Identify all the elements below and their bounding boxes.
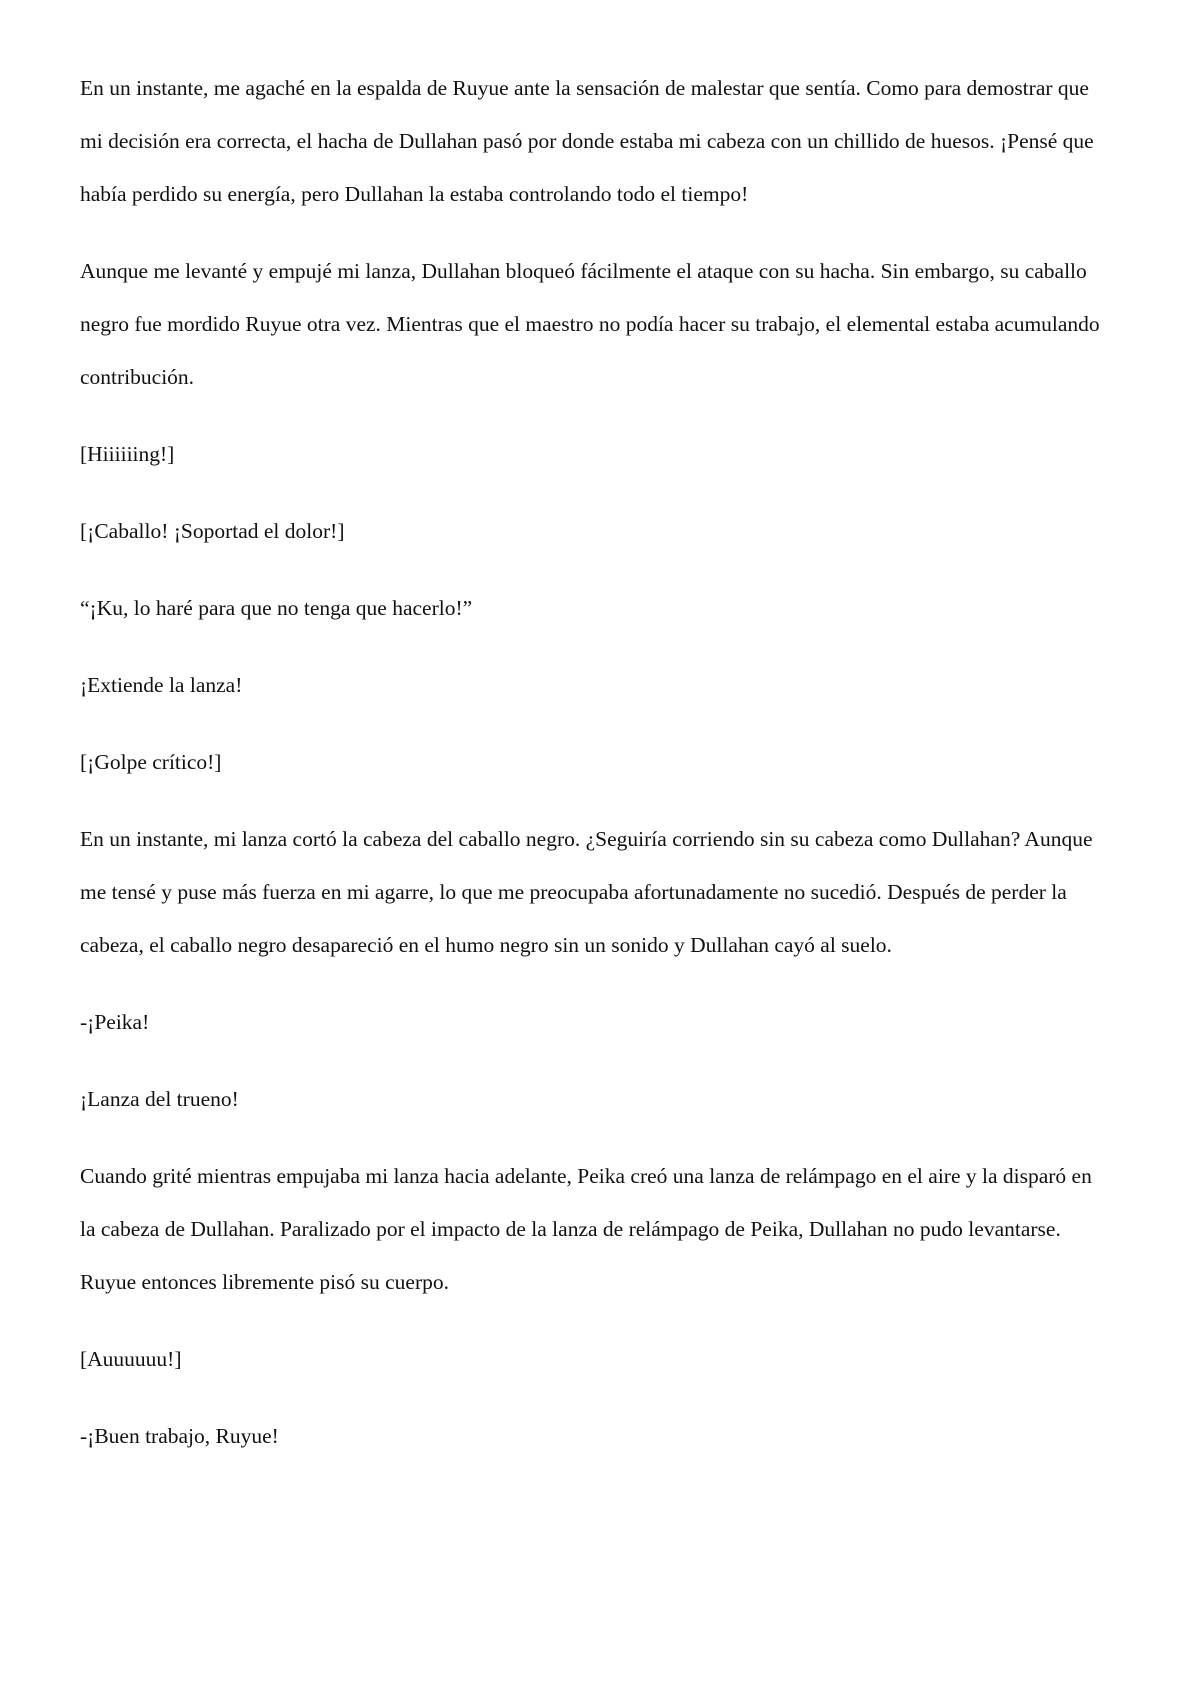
paragraph: -¡Peika!: [80, 1010, 150, 1034]
paragraph: ¡Extiende la lanza!: [80, 673, 243, 697]
paragraph: ¡Lanza del trueno!: [80, 1087, 239, 1111]
paragraph: Aunque me levanté y empujé mi lanza, Dullahan bloqueó fácilmente el ataque con su hacha. Sin embargo, su caballo negro fue mordido Ruyue otra vez. Mientras que el maestro no podía hacer su trabajo, el elemental estaba acumulando contribución.: [80, 259, 1100, 389]
paragraph: [¡Caballo! ¡Soportad el dolor!]: [80, 519, 345, 543]
paragraph: [Hiiiiiing!]: [80, 442, 175, 466]
paragraph: [¡Golpe crítico!]: [80, 750, 222, 774]
paragraph: En un instante, mi lanza cortó la cabeza del caballo negro. ¿Seguiría corriendo sin su cabeza como Dullahan? Aunque me tensé y puse más fuerza en mi agarre, lo que me preocupaba afortunadamente no sucedió. Después de perder la cabeza, el caballo negro desapareció en el humo negro sin un sonido y Dullahan cayó al suelo.: [80, 827, 1093, 957]
paragraph: [Auuuuuu!]: [80, 1347, 182, 1371]
paragraph: -¡Buen trabajo, Ruyue!: [80, 1424, 279, 1448]
paragraph: “¡Ku, lo haré para que no tenga que hacerlo!”: [80, 596, 473, 620]
paragraph: Cuando grité mientras empujaba mi lanza hacia adelante, Peika creó una lanza de relámpago en el aire y la disparó en la cabeza de Dullahan. Paralizado por el impacto de la lanza de relámpago de Peika, Dullahan no pudo levantarse. Ruyue entonces libremente pisó su cuerpo.: [80, 1164, 1092, 1294]
paragraph: En un instante, me agaché en la espalda de Ruyue ante la sensación de malestar que sentía. Como para demostrar que mi decisión era correcta, el hacha de Dullahan pasó por donde estaba mi cabeza con un chillido de huesos. ¡Pensé que había perdido su energía, pero Dullahan la estaba controlando todo el tiempo!: [80, 76, 1094, 206]
